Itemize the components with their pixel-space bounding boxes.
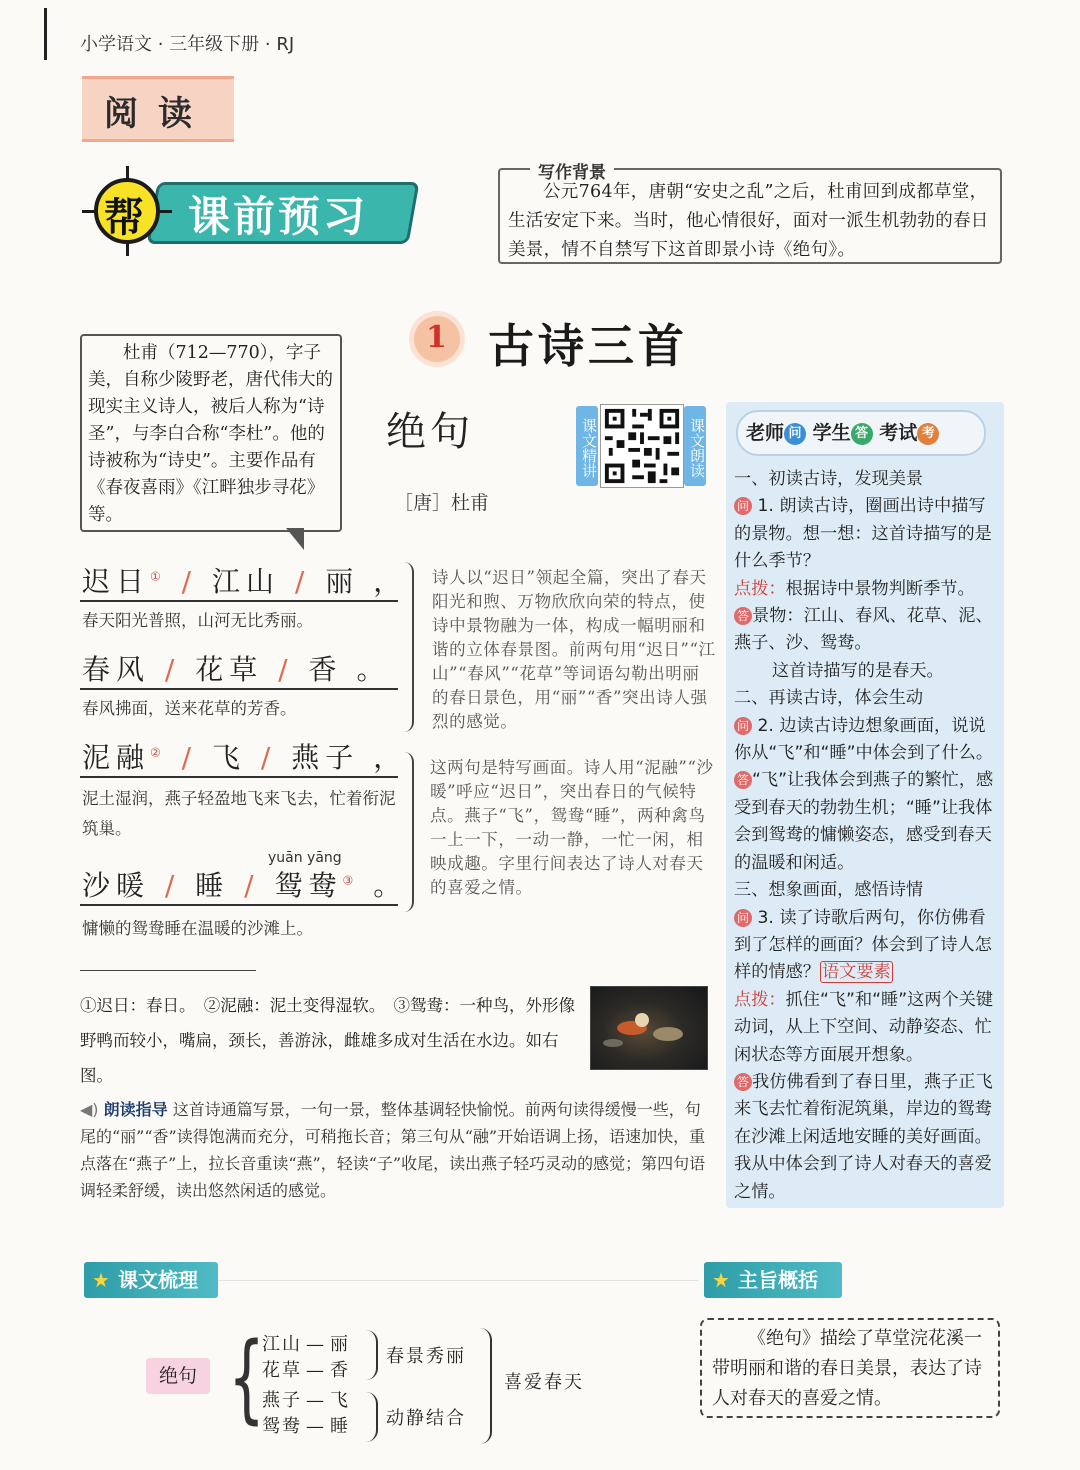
role-teacher-badge: 问 <box>784 423 806 445</box>
outline-brace-3 <box>480 1328 492 1444</box>
bang-badge-label: 帮 <box>104 195 144 241</box>
literacy-tag: 语文要素 <box>821 962 891 983</box>
poem-gloss: 泥土湿润，燕子轻盈地飞来飞去，忙着衔泥筑巢。 <box>82 789 396 838</box>
outline-term: 花草 <box>262 1360 302 1381</box>
outline-label: 课文梳理 <box>118 1268 198 1292</box>
hint-1 <box>734 576 1000 603</box>
pause-mark: / <box>229 869 275 902</box>
speech-tail <box>286 528 304 550</box>
qa-section-1-title: 一、初读古诗，发现美景 <box>734 469 924 489</box>
poem-line <box>82 736 407 776</box>
role-student: 学生 <box>812 422 851 444</box>
answer-badge: 答 <box>734 771 752 789</box>
hint-label: 点拨： <box>734 578 786 599</box>
outline-term: 睡 <box>330 1416 350 1437</box>
outline-term: 鸳鸯 <box>262 1416 302 1437</box>
comment-brace-2 <box>402 752 414 912</box>
hint-3-text: 抓住“飞”和“睡”这两个关键动词，从上下空间、动静姿态、忙闲状态等方面展开想象。 <box>734 989 994 1065</box>
outline-dash: — <box>306 1334 326 1355</box>
poem-word: 睡 <box>195 869 230 902</box>
question-1 <box>734 493 1000 575</box>
poem-author: ［唐］杜甫 <box>394 492 490 514</box>
outline-pair <box>262 1330 350 1356</box>
header-line <box>44 8 47 60</box>
poem-word: 燕子 <box>291 741 360 774</box>
pause-mark: / <box>280 565 326 598</box>
qr-label-left: 课文精讲 <box>576 406 598 486</box>
role-exam: 考试 <box>879 422 918 444</box>
outline-dash: — <box>306 1390 326 1411</box>
outline-group-2: 动静结合 <box>386 1408 466 1429</box>
pause-mark: / <box>246 741 292 774</box>
pause-mark: / <box>166 741 213 774</box>
poem-underline <box>80 600 398 602</box>
main-idea-ribbon <box>704 1262 842 1298</box>
footnote-marker: ③ <box>342 873 360 888</box>
answer-badge: 答 <box>734 1073 752 1091</box>
reading-guide-label: 朗读指导 <box>103 1100 168 1119</box>
author-intro: 杜甫（712—770），字子美，自称少陵野老，唐代伟大的现实主义诗人，被后人称为“诗圣”，与李白合称“李杜”。他的诗被称为“诗史”。主要作品有《春夜喜雨》《江畔独步寻花》等。 <box>88 343 333 525</box>
poem-word: 花草 <box>195 653 264 686</box>
role-student-badge: 答 <box>851 423 873 445</box>
answer-2 <box>734 767 1000 877</box>
pinyin: yuān yāng <box>268 850 342 866</box>
qa-panel-roles <box>746 418 939 445</box>
question-1-text: 1. 朗读古诗，圈画出诗中描写的景物。想一想：这首诗描写的是什么季节？ <box>734 496 992 572</box>
outline-group-1: 春景秀丽 <box>386 1346 466 1367</box>
poem-word: 迟日 <box>82 565 151 598</box>
poem-word: 鸳鸯 <box>274 869 343 902</box>
answer-badge: 答 <box>734 607 752 625</box>
poem-word: 江山 <box>212 565 281 598</box>
poem-word: 飞 <box>212 741 247 774</box>
poem-word: 春风 <box>82 653 151 686</box>
outline-term: 燕子 <box>262 1390 302 1411</box>
main-idea-label: 主旨概括 <box>738 1268 818 1292</box>
answer-1-text: 景物：江山、春风、花草、泥、燕子、沙、鸳鸯。 <box>734 606 993 654</box>
poem-gloss: 春天阳光普照，山河无比秀丽。 <box>82 611 313 630</box>
qr-label-right: 课文朗读 <box>684 406 706 486</box>
outline-conclusion: 喜爱春天 <box>504 1372 584 1393</box>
mandarin-duck-photo <box>590 986 708 1070</box>
poem-punct: ， <box>373 741 408 774</box>
poem-word: 丽 <box>325 565 360 598</box>
outline-left-brace: { <box>228 1322 265 1434</box>
poem-gloss: 慵懒的鸳鸯睡在温暖的沙滩上。 <box>82 919 313 938</box>
outline-pair <box>262 1356 350 1382</box>
pause-mark: / <box>166 565 213 598</box>
outline-dash: — <box>306 1360 326 1381</box>
pause-mark: / <box>150 869 196 902</box>
poem-underline <box>80 776 398 778</box>
answer-1 <box>734 603 1000 658</box>
question-3-text: 3. 读了诗歌后两句，你仿佛看到了怎样的画面？体会到了诗人怎样的情感？ <box>734 907 992 983</box>
divider <box>218 1280 698 1281</box>
reading-guide-text: 这首诗通篇写景，一句一景，整体基调轻快愉悦。前两句读得缓慢一些，句尾的“丽”“香”读得饱满而充分，可稍拖长音；第三句从“融”开始语调上扬，语速加快，重点落在“燕子”上，拉长音重读“燕”，轻读“子”收尾，读出燕子轻巧灵动的感觉；第四句语调轻柔舒缓，读出悠然闲适的感觉。 <box>80 1100 706 1200</box>
poem-punct: 。 <box>373 869 408 902</box>
answer-3 <box>734 1069 1000 1206</box>
pause-mark: / <box>150 653 196 686</box>
section-tag: 阅读 <box>104 94 212 134</box>
poem-word: 泥融 <box>82 741 151 774</box>
poem-underline <box>80 904 398 906</box>
lesson-number: 1 <box>426 320 447 355</box>
qa-section-2-title: 二、再读古诗，体会生动 <box>734 688 924 709</box>
poem-line <box>82 648 391 688</box>
reading-guide <box>80 1096 708 1204</box>
answer-2-text: “飞”让我体会到燕子的繁忙，感受到春天的勃勃生机；“睡”让我体会到鸳鸯的慵懒姿态，感受到春天的温暖和闲适。 <box>734 770 994 873</box>
question-2-text: 2. 边读古诗边想象画面，说说你从“飞”和“睡”中体会到了什么。 <box>734 715 994 764</box>
outline-brace-1 <box>366 1330 378 1380</box>
footnote-marker: ② <box>150 745 167 760</box>
question-badge: 问 <box>734 717 752 735</box>
outline-term: 香 <box>330 1360 350 1381</box>
question-3 <box>734 905 1000 987</box>
poem-line <box>82 560 407 600</box>
question-2 <box>734 713 1000 768</box>
footnote-marker: ① <box>150 569 167 584</box>
speaker-icon: ◀) <box>80 1100 99 1119</box>
main-idea-text: 《绝句》描绘了草堂浣花溪一带明丽和谐的春日美景，表达了诗人对春天的喜爱之情。 <box>712 1328 982 1409</box>
poem-punct: 。 <box>356 653 391 686</box>
outline-brace-2 <box>366 1392 378 1442</box>
outline-dash: — <box>306 1416 326 1437</box>
poem-word: 沙暖 <box>82 869 151 902</box>
poem-title: 绝句 <box>386 409 474 455</box>
qa-section-3-title: 三、想象画面，感悟诗情 <box>734 880 924 901</box>
lesson-title: 古诗三首 <box>488 319 688 373</box>
background-text: 公元764年，唐朝“安史之乱”之后，杜甫回到成都草堂，生活安定下来。当时，他心情很好，面对一派生机勃勃的春日美景，情不自禁写下这首即景小诗《绝句》。 <box>508 182 989 260</box>
outline-term: 江山 <box>262 1334 302 1355</box>
footnotes: ①迟日：春日。 ②泥融：泥土变得湿软。 ③鸳鸯：一种鸟，外形像野鸭而较小，嘴扁，颈长，善游泳，雌雄多成对生活在水边。如右图。 <box>80 996 575 1085</box>
banner-title: 课前预习 <box>188 192 369 241</box>
qr-code-icon[interactable] <box>600 404 684 488</box>
hint-3 <box>734 987 1000 1069</box>
star-icon: ★ <box>712 1268 730 1292</box>
poem-comment-2: 这两句是特写画面。诗人用“泥融”“沙暖”呼应“迟日”，突出春日的气候特点。燕子“飞”，鸳鸯“睡”，两种禽鸟一上一下，一动一静，一忙一闲，相映成趣。字里行间表达了诗人对春天的喜爱之情。 <box>430 758 714 897</box>
poem-comment-1: 诗人以“迟日”领起全篇，突出了春天阳光和煦、万物欣欣向荣的特点，使诗中景物融为一体，构成一幅明丽和谐的立体春景图。前两句用“迟日”“江山”“春风”“花草”等词语勾勒出明丽的春日景色，用“丽”“香”突出诗人强烈的感觉。 <box>432 568 716 731</box>
poem-underline <box>80 688 398 690</box>
hint-label: 点拨： <box>734 989 786 1010</box>
poem-gloss: 春风拂面，送来花草的芳香。 <box>82 699 297 718</box>
question-badge: 问 <box>734 497 752 515</box>
pause-mark: / <box>263 653 309 686</box>
comment-brace-1 <box>402 562 414 732</box>
answer-1b: 这首诗描写的是春天。 <box>771 660 944 681</box>
role-exam-badge: 考 <box>917 423 939 445</box>
footnote-rule <box>80 970 256 971</box>
poem-word: 香 <box>308 653 343 686</box>
question-badge: 问 <box>734 909 752 927</box>
outline-pair <box>262 1412 350 1438</box>
outline-pair <box>262 1386 350 1412</box>
background-label: 写作背景 <box>530 158 614 183</box>
breadcrumb: 小学语文 · 三年级下册 · RJ <box>80 34 295 55</box>
poem-line <box>82 864 407 904</box>
outline-term: 丽 <box>330 1334 350 1355</box>
answer-3-text: 我仿佛看到了春日里，燕子正飞来飞去忙着衔泥筑巢，岸边的鸳鸯在沙滩上闲适地安睡的美好画面。我从中体会到了诗人对春天的喜爱之情。 <box>734 1071 993 1202</box>
qa-panel-body <box>734 466 1000 1206</box>
star-icon: ★ <box>92 1268 110 1292</box>
poem-punct: ， <box>373 565 408 598</box>
role-teacher: 老师 <box>746 422 785 444</box>
hint-1-text: 根据诗中景物判断季节。 <box>785 578 975 599</box>
outline-root: 绝句 <box>146 1358 210 1394</box>
outline-ribbon <box>84 1262 218 1298</box>
outline-term: 飞 <box>330 1390 350 1411</box>
